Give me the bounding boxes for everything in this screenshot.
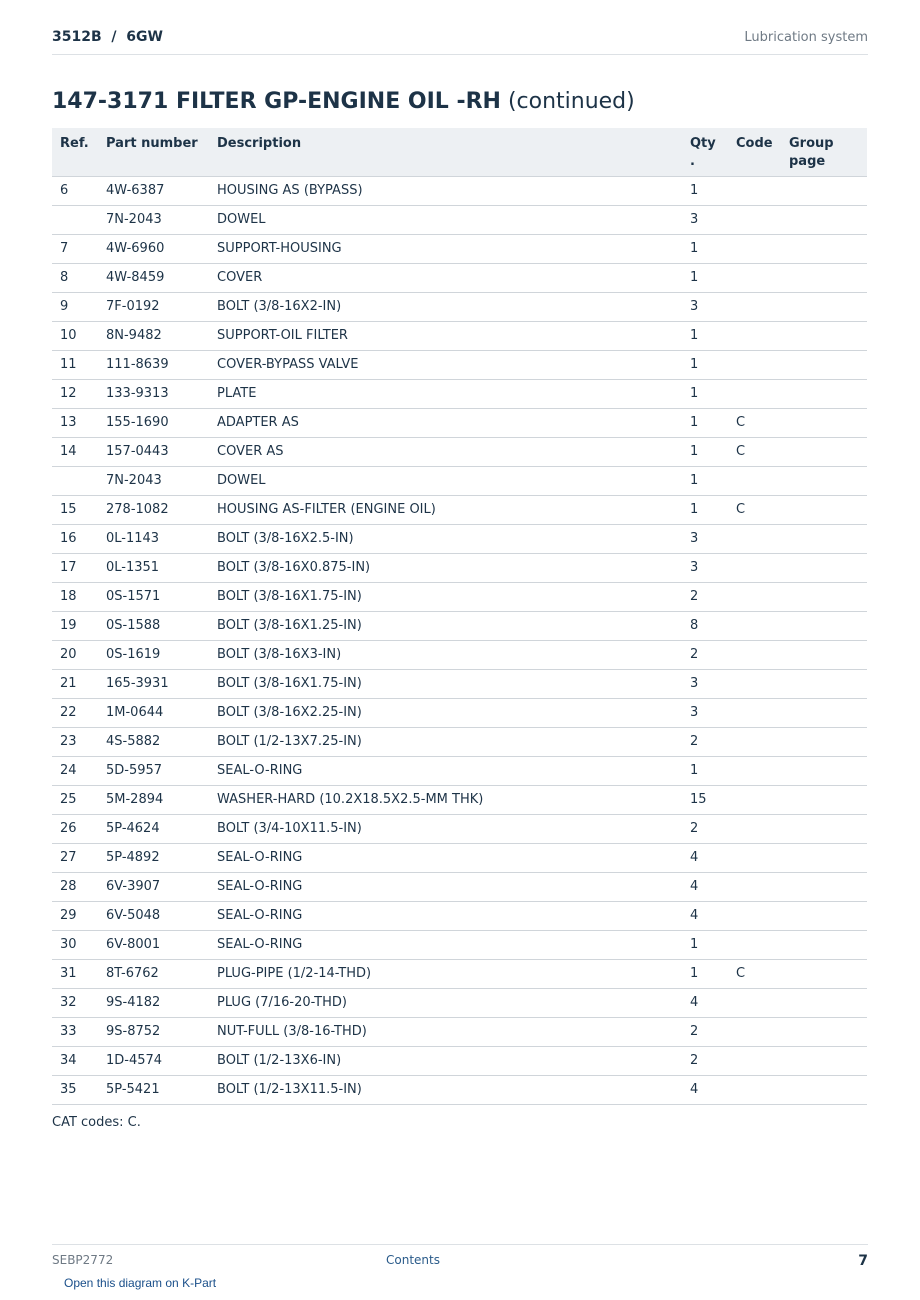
cell-group-page xyxy=(781,756,867,785)
cell-part-number: 5P-5421 xyxy=(98,1075,209,1104)
cell-description: BOLT (3/8-16X1.75-IN) xyxy=(209,669,682,698)
cell-group-page xyxy=(781,727,867,756)
table-row xyxy=(52,1017,867,1046)
cell-qty: 4 xyxy=(682,901,728,930)
cell-part-number: 1M-0644 xyxy=(98,698,209,727)
cell-description: PLUG (7/16-20-THD) xyxy=(209,988,682,1017)
cell-code xyxy=(728,814,781,843)
cell-group-page xyxy=(781,1017,867,1046)
table-row xyxy=(52,263,867,292)
cell-part-number: 133-9313 xyxy=(98,379,209,408)
cell-description: BOLT (3/8-16X2.5-IN) xyxy=(209,524,682,553)
cell-part-number: 6V-5048 xyxy=(98,901,209,930)
cell-qty: 1 xyxy=(682,756,728,785)
table-row xyxy=(52,321,867,350)
col-header-ref: Ref. xyxy=(52,128,98,176)
cell-ref: 12 xyxy=(52,379,98,408)
cell-qty: 2 xyxy=(682,1017,728,1046)
cell-part-number: 7F-0192 xyxy=(98,292,209,321)
cell-code: C xyxy=(728,408,781,437)
cell-ref: 13 xyxy=(52,408,98,437)
section-name: Lubrication system xyxy=(744,30,868,45)
cell-code xyxy=(728,1046,781,1075)
cell-part-number: 4W-6960 xyxy=(98,234,209,263)
cell-qty: 15 xyxy=(682,785,728,814)
contents-link[interactable]: Contents xyxy=(386,1253,440,1267)
cell-group-page xyxy=(781,640,867,669)
parts-table-header xyxy=(52,128,867,176)
cell-group-page xyxy=(781,234,867,263)
cell-description: SUPPORT-HOUSING xyxy=(209,234,682,263)
cell-qty: 4 xyxy=(682,1075,728,1104)
cell-ref xyxy=(52,466,98,495)
table-row xyxy=(52,176,867,205)
cell-ref: 31 xyxy=(52,959,98,988)
table-row xyxy=(52,785,867,814)
cell-code xyxy=(728,756,781,785)
cell-part-number: 9S-4182 xyxy=(98,988,209,1017)
cell-group-page xyxy=(781,1046,867,1075)
cell-qty: 3 xyxy=(682,698,728,727)
table-row xyxy=(52,350,867,379)
cell-description: COVER xyxy=(209,263,682,292)
cell-part-number: 5P-4624 xyxy=(98,814,209,843)
cell-qty: 1 xyxy=(682,959,728,988)
cell-code xyxy=(728,872,781,901)
table-row xyxy=(52,582,867,611)
table-row xyxy=(52,553,867,582)
cell-group-page xyxy=(781,350,867,379)
engine-model: 3512B / 6GW xyxy=(52,29,163,45)
cell-ref xyxy=(52,205,98,234)
cell-description: NUT-FULL (3/8-16-THD) xyxy=(209,1017,682,1046)
cell-qty: 1 xyxy=(682,321,728,350)
page-number: 7 xyxy=(858,1253,868,1269)
cell-group-page xyxy=(781,901,867,930)
cell-code xyxy=(728,524,781,553)
table-row xyxy=(52,988,867,1017)
cell-ref: 27 xyxy=(52,843,98,872)
title-suffix: (continued) xyxy=(507,89,635,114)
cell-part-number: 0S-1619 xyxy=(98,640,209,669)
cell-group-page xyxy=(781,930,867,959)
cell-qty: 3 xyxy=(682,524,728,553)
table-row xyxy=(52,901,867,930)
cell-ref: 20 xyxy=(52,640,98,669)
cell-qty: 1 xyxy=(682,379,728,408)
cell-description: SUPPORT-OIL FILTER xyxy=(209,321,682,350)
cell-description: SEAL-O-RING xyxy=(209,872,682,901)
cell-ref: 26 xyxy=(52,814,98,843)
title-main: 147-3171 FILTER GP-ENGINE OIL -RH xyxy=(52,89,501,114)
cell-ref: 24 xyxy=(52,756,98,785)
cell-group-page xyxy=(781,408,867,437)
cell-group-page xyxy=(781,611,867,640)
cell-ref: 19 xyxy=(52,611,98,640)
cell-description: SEAL-O-RING xyxy=(209,756,682,785)
cell-ref: 7 xyxy=(52,234,98,263)
cell-ref: 25 xyxy=(52,785,98,814)
cell-group-page xyxy=(781,466,867,495)
cell-description: BOLT (3/8-16X1.75-IN) xyxy=(209,582,682,611)
cell-part-number: 5M-2894 xyxy=(98,785,209,814)
cell-qty: 8 xyxy=(682,611,728,640)
col-header-group-page: Group page xyxy=(781,128,867,176)
cell-ref: 34 xyxy=(52,1046,98,1075)
cell-group-page xyxy=(781,379,867,408)
cell-qty: 3 xyxy=(682,553,728,582)
cell-description: SEAL-O-RING xyxy=(209,843,682,872)
kpart-diagram-link[interactable]: Open this diagram on K-Part xyxy=(64,1276,217,1290)
cat-codes-note: CAT codes: C. xyxy=(52,1115,141,1130)
cell-code xyxy=(728,292,781,321)
cell-qty: 3 xyxy=(682,669,728,698)
cell-description: BOLT (3/8-16X1.25-IN) xyxy=(209,611,682,640)
cell-part-number: 278-1082 xyxy=(98,495,209,524)
cell-code xyxy=(728,1017,781,1046)
cell-group-page xyxy=(781,292,867,321)
parts-table xyxy=(52,128,867,1105)
cell-code xyxy=(728,698,781,727)
cell-part-number: 7N-2043 xyxy=(98,205,209,234)
cell-part-number: 4S-5882 xyxy=(98,727,209,756)
cell-group-page xyxy=(781,205,867,234)
cell-ref: 22 xyxy=(52,698,98,727)
cell-code xyxy=(728,640,781,669)
cell-qty: 2 xyxy=(682,727,728,756)
cell-ref: 29 xyxy=(52,901,98,930)
table-row xyxy=(52,1075,867,1104)
cell-qty: 2 xyxy=(682,1046,728,1075)
cell-description: BOLT (1/2-13X6-IN) xyxy=(209,1046,682,1075)
cell-part-number: 9S-8752 xyxy=(98,1017,209,1046)
page-footer xyxy=(52,1244,868,1275)
cell-ref: 32 xyxy=(52,988,98,1017)
cell-code xyxy=(728,176,781,205)
cell-code xyxy=(728,901,781,930)
col-header-part-number: Part number xyxy=(98,128,209,176)
cell-code: C xyxy=(728,495,781,524)
table-row xyxy=(52,930,867,959)
cell-qty: 4 xyxy=(682,872,728,901)
cell-part-number: 155-1690 xyxy=(98,408,209,437)
cell-part-number: 8N-9482 xyxy=(98,321,209,350)
cell-ref: 11 xyxy=(52,350,98,379)
cell-qty: 3 xyxy=(682,292,728,321)
cell-description: BOLT (3/8-16X3-IN) xyxy=(209,640,682,669)
cell-ref: 6 xyxy=(52,176,98,205)
cell-ref: 33 xyxy=(52,1017,98,1046)
cell-ref: 16 xyxy=(52,524,98,553)
cell-description: BOLT (1/2-13X11.5-IN) xyxy=(209,1075,682,1104)
table-row xyxy=(52,872,867,901)
cell-part-number: 5D-5957 xyxy=(98,756,209,785)
cell-code xyxy=(728,988,781,1017)
cell-code xyxy=(728,727,781,756)
cell-description: COVER AS xyxy=(209,437,682,466)
cell-code xyxy=(728,930,781,959)
cell-description: COVER-BYPASS VALVE xyxy=(209,350,682,379)
cell-group-page xyxy=(781,524,867,553)
cell-group-page xyxy=(781,263,867,292)
cell-group-page xyxy=(781,669,867,698)
table-row xyxy=(52,292,867,321)
cell-part-number: 1D-4574 xyxy=(98,1046,209,1075)
cell-group-page xyxy=(781,814,867,843)
parts-table-body xyxy=(52,176,867,1104)
cell-group-page xyxy=(781,785,867,814)
col-header-code: Code xyxy=(728,128,781,176)
cell-description: WASHER-HARD (10.2X18.5X2.5-MM THK) xyxy=(209,785,682,814)
table-row xyxy=(52,640,867,669)
cell-group-page xyxy=(781,843,867,872)
cell-qty: 1 xyxy=(682,930,728,959)
cell-part-number: 0S-1571 xyxy=(98,582,209,611)
table-row xyxy=(52,437,867,466)
cell-code xyxy=(728,205,781,234)
cell-part-number: 6V-8001 xyxy=(98,930,209,959)
cell-ref: 21 xyxy=(52,669,98,698)
cell-group-page xyxy=(781,437,867,466)
cell-ref: 17 xyxy=(52,553,98,582)
cell-part-number: 5P-4892 xyxy=(98,843,209,872)
document-id: SEBP2772 xyxy=(52,1253,114,1267)
page-title xyxy=(52,89,635,114)
cell-qty: 1 xyxy=(682,350,728,379)
cell-code xyxy=(728,321,781,350)
cell-qty: 3 xyxy=(682,205,728,234)
table-row xyxy=(52,234,867,263)
cell-description: PLATE xyxy=(209,379,682,408)
cell-code xyxy=(728,669,781,698)
cell-group-page xyxy=(781,176,867,205)
cell-group-page xyxy=(781,553,867,582)
cell-qty: 1 xyxy=(682,234,728,263)
cell-part-number: 0L-1351 xyxy=(98,553,209,582)
cell-group-page xyxy=(781,1075,867,1104)
header-row xyxy=(52,128,867,176)
page-header xyxy=(52,0,868,55)
cell-description: HOUSING AS-FILTER (ENGINE OIL) xyxy=(209,495,682,524)
cell-description: BOLT (3/8-16X0.875-IN) xyxy=(209,553,682,582)
cell-code xyxy=(728,379,781,408)
table-row xyxy=(52,727,867,756)
cell-ref: 18 xyxy=(52,582,98,611)
cell-group-page xyxy=(781,321,867,350)
table-row xyxy=(52,466,867,495)
cell-description: BOLT (3/8-16X2-IN) xyxy=(209,292,682,321)
cell-part-number: 0L-1143 xyxy=(98,524,209,553)
cell-group-page xyxy=(781,959,867,988)
cell-qty: 4 xyxy=(682,988,728,1017)
col-header-description: Description xyxy=(209,128,682,176)
cell-code xyxy=(728,1075,781,1104)
cell-qty: 1 xyxy=(682,408,728,437)
col-header-qty: Qty . xyxy=(682,128,728,176)
cell-part-number: 165-3931 xyxy=(98,669,209,698)
cell-code xyxy=(728,466,781,495)
cell-part-number: 157-0443 xyxy=(98,437,209,466)
cell-description: BOLT (3/4-10X11.5-IN) xyxy=(209,814,682,843)
cell-description: BOLT (3/8-16X2.25-IN) xyxy=(209,698,682,727)
cell-ref: 10 xyxy=(52,321,98,350)
cell-part-number: 4W-8459 xyxy=(98,263,209,292)
cell-description: PLUG-PIPE (1/2-14-THD) xyxy=(209,959,682,988)
cell-description: ADAPTER AS xyxy=(209,408,682,437)
cell-group-page xyxy=(781,872,867,901)
cell-qty: 2 xyxy=(682,582,728,611)
table-row xyxy=(52,959,867,988)
cell-description: HOUSING AS (BYPASS) xyxy=(209,176,682,205)
table-row xyxy=(52,1046,867,1075)
cell-part-number: 7N-2043 xyxy=(98,466,209,495)
cell-code xyxy=(728,553,781,582)
cell-code: C xyxy=(728,437,781,466)
cell-ref: 35 xyxy=(52,1075,98,1104)
cell-qty: 4 xyxy=(682,843,728,872)
table-row xyxy=(52,669,867,698)
cell-ref: 9 xyxy=(52,292,98,321)
cell-code xyxy=(728,350,781,379)
table-row xyxy=(52,495,867,524)
cell-qty: 2 xyxy=(682,640,728,669)
cell-description: SEAL-O-RING xyxy=(209,930,682,959)
cell-qty: 1 xyxy=(682,437,728,466)
table-row xyxy=(52,205,867,234)
cell-code xyxy=(728,263,781,292)
cell-qty: 1 xyxy=(682,176,728,205)
cell-part-number: 4W-6387 xyxy=(98,176,209,205)
table-row xyxy=(52,379,867,408)
cell-code xyxy=(728,785,781,814)
cell-group-page xyxy=(781,988,867,1017)
table-row xyxy=(52,814,867,843)
cell-ref: 8 xyxy=(52,263,98,292)
cell-group-page xyxy=(781,582,867,611)
cell-part-number: 0S-1588 xyxy=(98,611,209,640)
cell-group-page xyxy=(781,698,867,727)
cell-ref: 23 xyxy=(52,727,98,756)
cell-code xyxy=(728,843,781,872)
table-row xyxy=(52,698,867,727)
cell-qty: 1 xyxy=(682,263,728,292)
cell-description: SEAL-O-RING xyxy=(209,901,682,930)
cell-qty: 1 xyxy=(682,495,728,524)
table-row xyxy=(52,524,867,553)
cell-description: BOLT (1/2-13X7.25-IN) xyxy=(209,727,682,756)
cell-description: DOWEL xyxy=(209,205,682,234)
cell-ref: 28 xyxy=(52,872,98,901)
cell-code xyxy=(728,611,781,640)
table-row xyxy=(52,756,867,785)
cell-code xyxy=(728,582,781,611)
cell-description: DOWEL xyxy=(209,466,682,495)
table-row xyxy=(52,843,867,872)
cell-code: C xyxy=(728,959,781,988)
cell-part-number: 8T-6762 xyxy=(98,959,209,988)
cell-ref: 30 xyxy=(52,930,98,959)
cell-ref: 15 xyxy=(52,495,98,524)
cell-qty: 1 xyxy=(682,466,728,495)
table-row xyxy=(52,408,867,437)
cell-part-number: 6V-3907 xyxy=(98,872,209,901)
cell-qty: 2 xyxy=(682,814,728,843)
cell-ref: 14 xyxy=(52,437,98,466)
cell-part-number: 111-8639 xyxy=(98,350,209,379)
cell-code xyxy=(728,234,781,263)
cell-group-page xyxy=(781,495,867,524)
table-row xyxy=(52,611,867,640)
